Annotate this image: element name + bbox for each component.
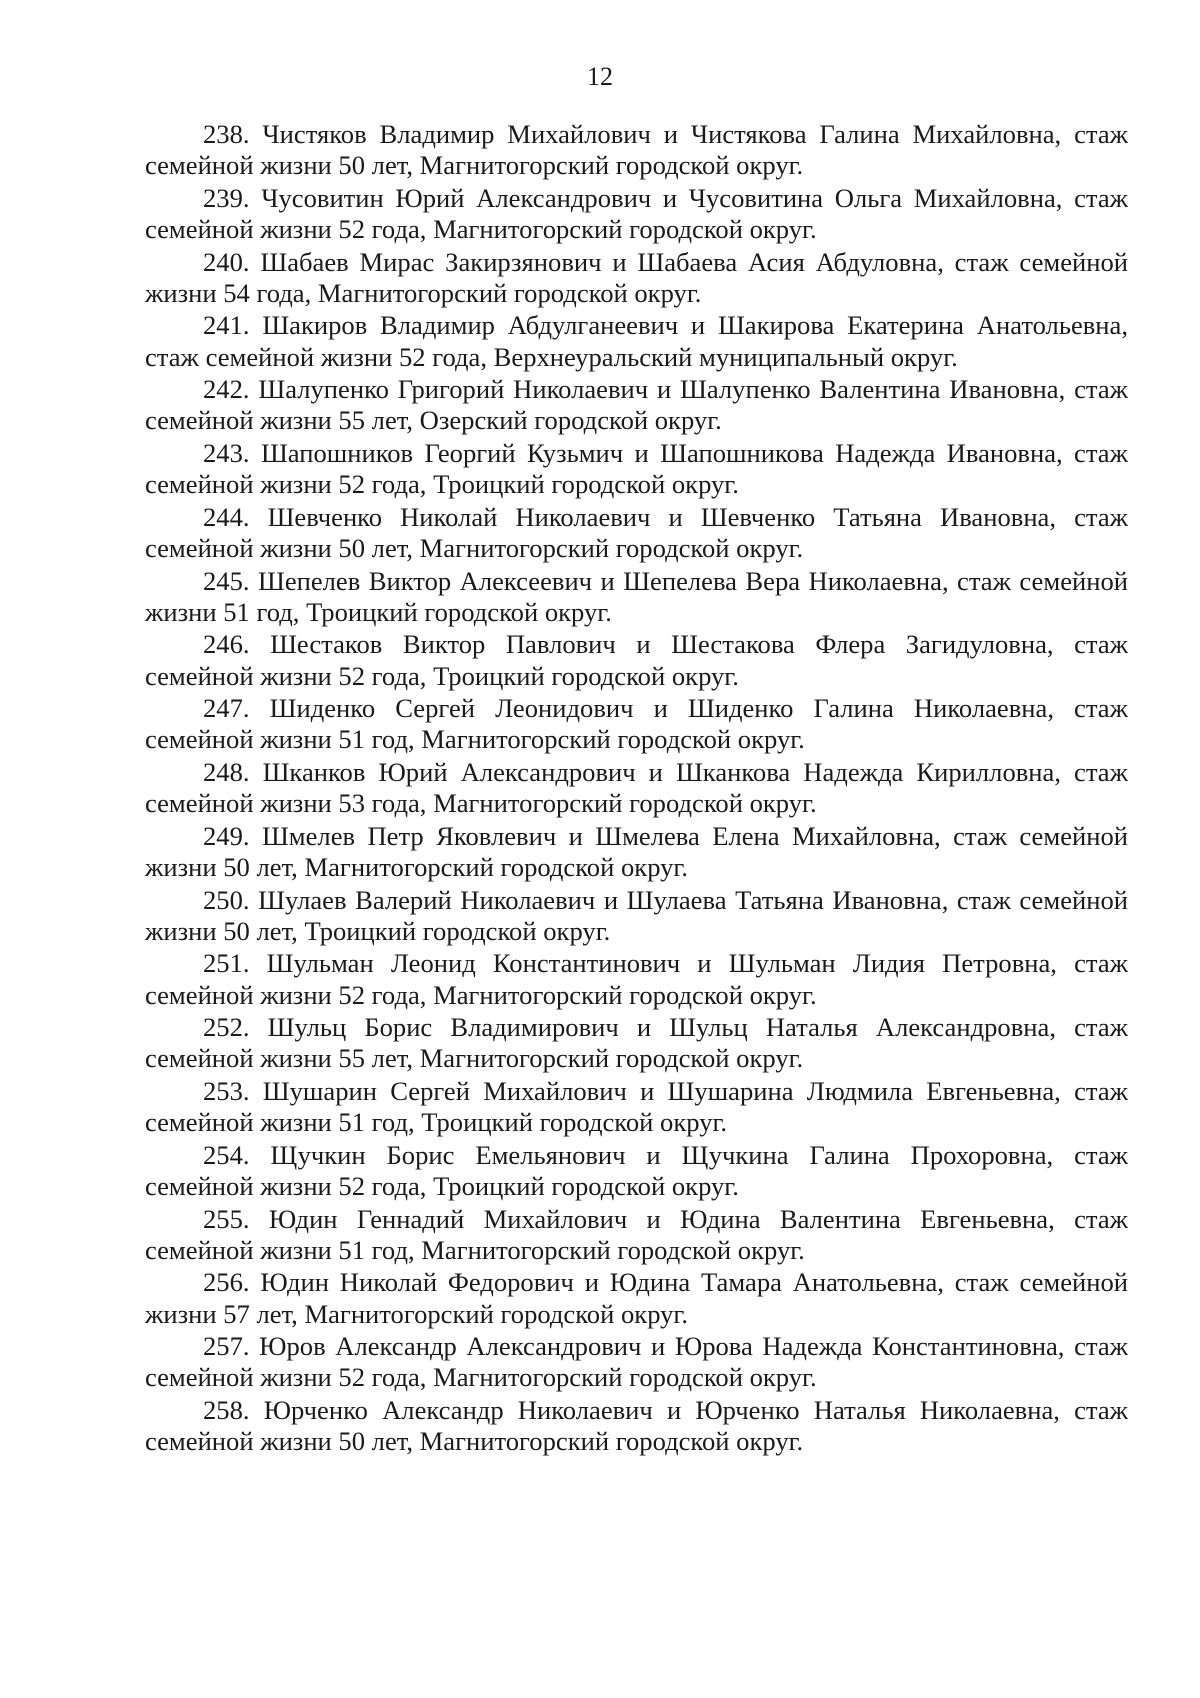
list-item: 239. Чусовитин Юрий Александрович и Чусовитина Ольга Михайловна, стаж семейной жизни 52 года, Магнитогорский городской округ. xyxy=(145,182,1128,244)
list-item: 248. Шканков Юрий Александрович и Шканкова Надежда Кирилловна, стаж семейной жизни 53 года, Магнитогорский городской округ. xyxy=(145,756,1128,819)
list-item: 252. Шульц Борис Владимирович и Шульц Наталья Александровна, стаж семейной жизни 55 лет, Магнитогорский городской округ. xyxy=(145,1012,1128,1074)
list-item: 247. Шиденко Сергей Леонидович и Шиденко Галина Николаевна, стаж семейной жизни 51 год, Магнитогорский городской округ. xyxy=(145,693,1128,755)
list-item: 253. Шушарин Сергей Михайлович и Шушарина Людмила Евгеньевна, стаж семейной жизни 51 год, Троицкий городской округ. xyxy=(145,1075,1128,1138)
entry-list xyxy=(145,119,1128,1459)
list-item: 240. Шабаев Мирас Закирзянович и Шабаева Асия Абдуловна, стаж семейной жизни 54 года, Магнитогорский городской округ. xyxy=(145,246,1128,308)
list-item: 246. Шестаков Виктор Павлович и Шестакова Флера Загидуловна, стаж семейной жизни 52 года, Троицкий городской округ. xyxy=(145,629,1128,691)
list-item: 254. Щучкин Борис Емельянович и Щучкина Галина Прохоровна, стаж семейной жизни 52 года, Троицкий городской округ. xyxy=(145,1139,1128,1201)
list-item: 257. Юров Александр Александрович и Юрова Надежда Константиновна, стаж семейной жизни 52 года, Магнитогорский городской округ. xyxy=(145,1331,1128,1393)
list-item: 258. Юрченко Александр Николаевич и Юрченко Наталья Николаевна, стаж семейной жизни 50 лет, Магнитогорский городской округ. xyxy=(145,1394,1128,1457)
list-item: 241. Шакиров Владимир Абдулганеевич и Шакирова Екатерина Анатольевна, стаж семейной жизни 52 года, Верхнеуральский муниципальный округ. xyxy=(145,310,1128,372)
list-item: 255. Юдин Геннадий Михайлович и Юдина Валентина Евгеньевна, стаж семейной жизни 51 год, Магнитогорский городской округ. xyxy=(145,1203,1128,1265)
list-item: 245. Шепелев Виктор Алексеевич и Шепелева Вера Николаевна, стаж семейной жизни 51 год, Троицкий городской округ. xyxy=(145,565,1128,627)
list-item: 251. Шульман Леонид Константинович и Шульман Лидия Петровна, стаж семейной жизни 52 года, Магнитогорский городской округ. xyxy=(145,948,1128,1010)
page-number: 12 xyxy=(587,62,613,91)
list-item: 242. Шалупенко Григорий Николаевич и Шалупенко Валентина Ивановна, стаж семейной жизни 55 лет, Озерский городской округ. xyxy=(145,374,1128,436)
list-item: 250. Шулаев Валерий Николаевич и Шулаева Татьяна Ивановна, стаж семейной жизни 50 лет, Троицкий городской округ. xyxy=(145,884,1128,946)
list-item: 244. Шевченко Николай Николаевич и Шевченко Татьяна Ивановна, стаж семейной жизни 50 лет, Магнитогорский городской округ. xyxy=(145,501,1128,563)
list-item: 238. Чистяков Владимир Михайлович и Чистякова Галина Михайловна, стаж семейной жизни 50 лет, Магнитогорский городской округ. xyxy=(145,119,1128,181)
list-item: 243. Шапошников Георгий Кузьмич и Шапошникова Надежда Ивановна, стаж семейной жизни 52 года, Троицкий городской округ. xyxy=(145,437,1128,500)
list-item: 249. Шмелев Петр Яковлевич и Шмелева Елена Михайловна, стаж семейной жизни 50 лет, Магнитогорский городской округ. xyxy=(145,820,1128,882)
list-item: 256. Юдин Николай Федорович и Юдина Тамара Анатольевна, стаж семейной жизни 57 лет, Магнитогорский городской округ. xyxy=(145,1267,1128,1329)
